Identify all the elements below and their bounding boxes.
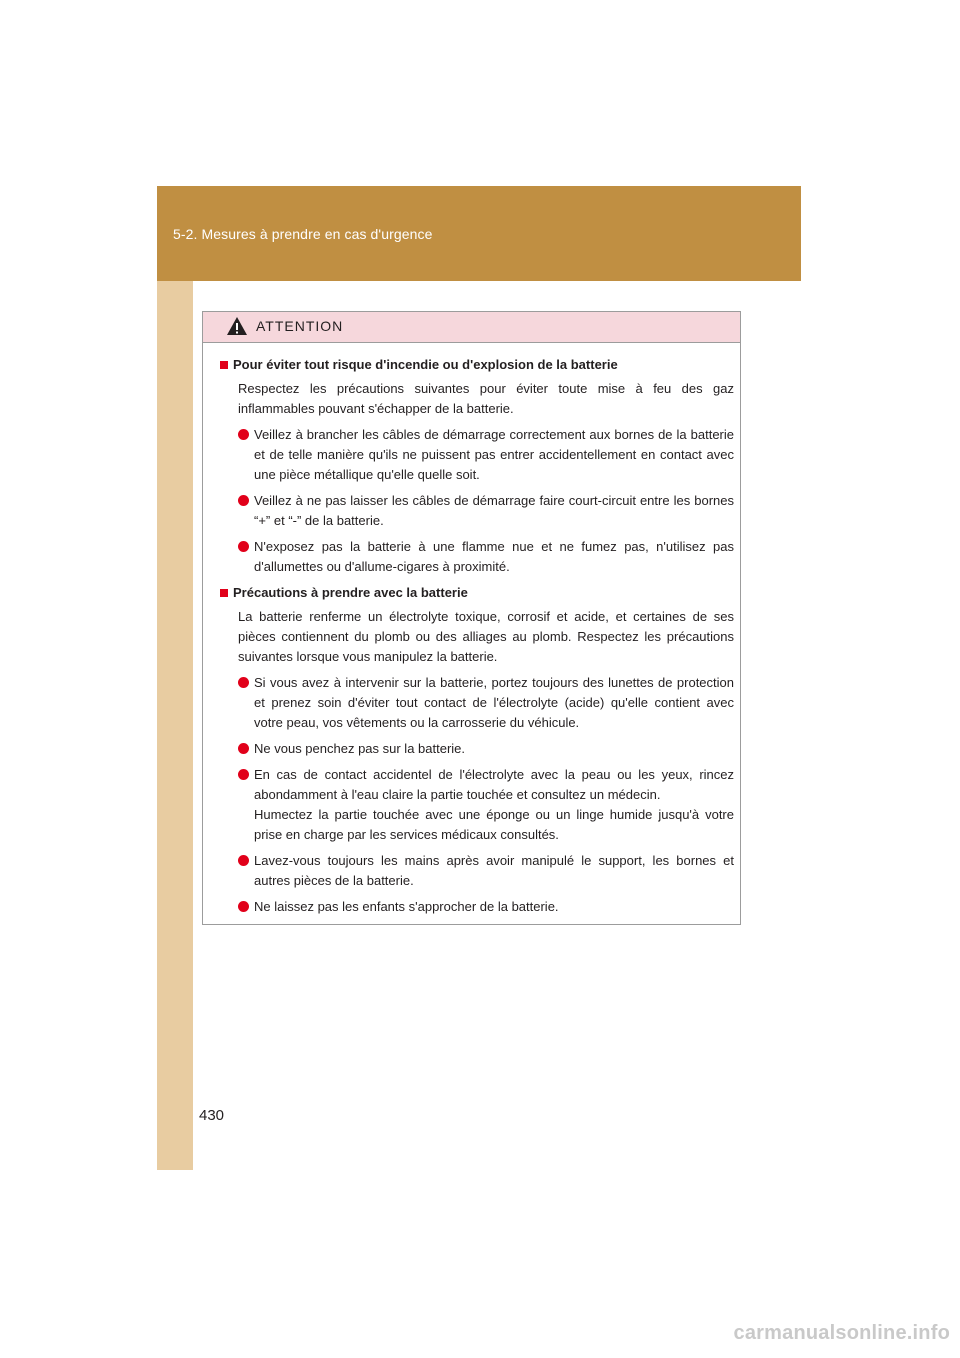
section-title: Pour éviter tout risque d'incendie ou d'explosion de la batterie [220, 355, 734, 375]
red-bullet-icon [238, 769, 249, 780]
list-item: Ne vous penchez pas sur la batterie. [238, 739, 734, 759]
section-intro: La batterie renferme un électrolyte toxique, corrosif et acide, et certaines de ses pièces contiennent du plomb ou des alliages au plomb. Respectez les précautions suivantes lorsque vous manipulez la batterie. [238, 609, 734, 664]
warning-label: ATTENTION [256, 318, 344, 334]
list-item: N'exposez pas la batterie à une flamme nue et ne fumez pas, n'utilisez pas d'allumettes ou d'allume-cigares à proximité. [238, 537, 734, 577]
watermark: carmanualsonline.info [733, 1322, 950, 1344]
page-number: 430 [199, 1107, 225, 1124]
side-strip [157, 186, 193, 1170]
red-square-icon [220, 589, 228, 597]
list-item: Veillez à ne pas laisser les câbles de démarrage faire court-circuit entre les bornes “+” et “-” de la batterie. [238, 491, 734, 531]
chapter-header [157, 186, 801, 281]
red-bullet-icon [238, 743, 249, 754]
red-square-icon [220, 361, 228, 369]
red-bullet-icon [238, 495, 249, 506]
list-item: Si vous avez à intervenir sur la batterie, portez toujours des lunettes de protection et prenez soin d'éviter tout contact de l'électrolyte (acide) qu'elle contient avec votre peau, vos vêtements ou la carrosserie du véhicule. [238, 673, 734, 733]
chapter-title: 5-2. Mesures à prendre en cas d'urgence [173, 226, 433, 242]
list-item: En cas de contact accidentel de l'électrolyte avec la peau ou les yeux, rincez abondamment à l'eau claire la partie touchée et consultez un médecin. Humectez la partie touchée avec une éponge ou un linge humide jusqu'à votre prise en charge par les services médicaux consultés. [238, 765, 734, 845]
section-intro: Respectez les précautions suivantes pour éviter toute mise à feu des gaz inflammables pouvant s'échapper de la batterie. [238, 381, 734, 416]
warning-box [202, 311, 741, 925]
warning-triangle-icon [226, 316, 248, 336]
red-bullet-icon [238, 901, 249, 912]
section-title: Précautions à prendre avec la batterie [220, 583, 734, 603]
warning-body [203, 343, 740, 917]
red-bullet-icon [238, 677, 249, 688]
red-bullet-icon [238, 855, 249, 866]
red-bullet-icon [238, 541, 249, 552]
list-item: Lavez-vous toujours les mains après avoir manipulé le support, les bornes et autres pièces de la batterie. [238, 851, 734, 891]
warning-header [203, 312, 740, 343]
list-item: Ne laissez pas les enfants s'approcher de la batterie. [238, 897, 734, 917]
red-bullet-icon [238, 429, 249, 440]
list-item: Veillez à brancher les câbles de démarrage correctement aux bornes de la batterie et de telle manière qu'ils ne puissent pas entrer accidentellement en contact avec une pièce métallique qu'elle quelle soit. [238, 425, 734, 485]
